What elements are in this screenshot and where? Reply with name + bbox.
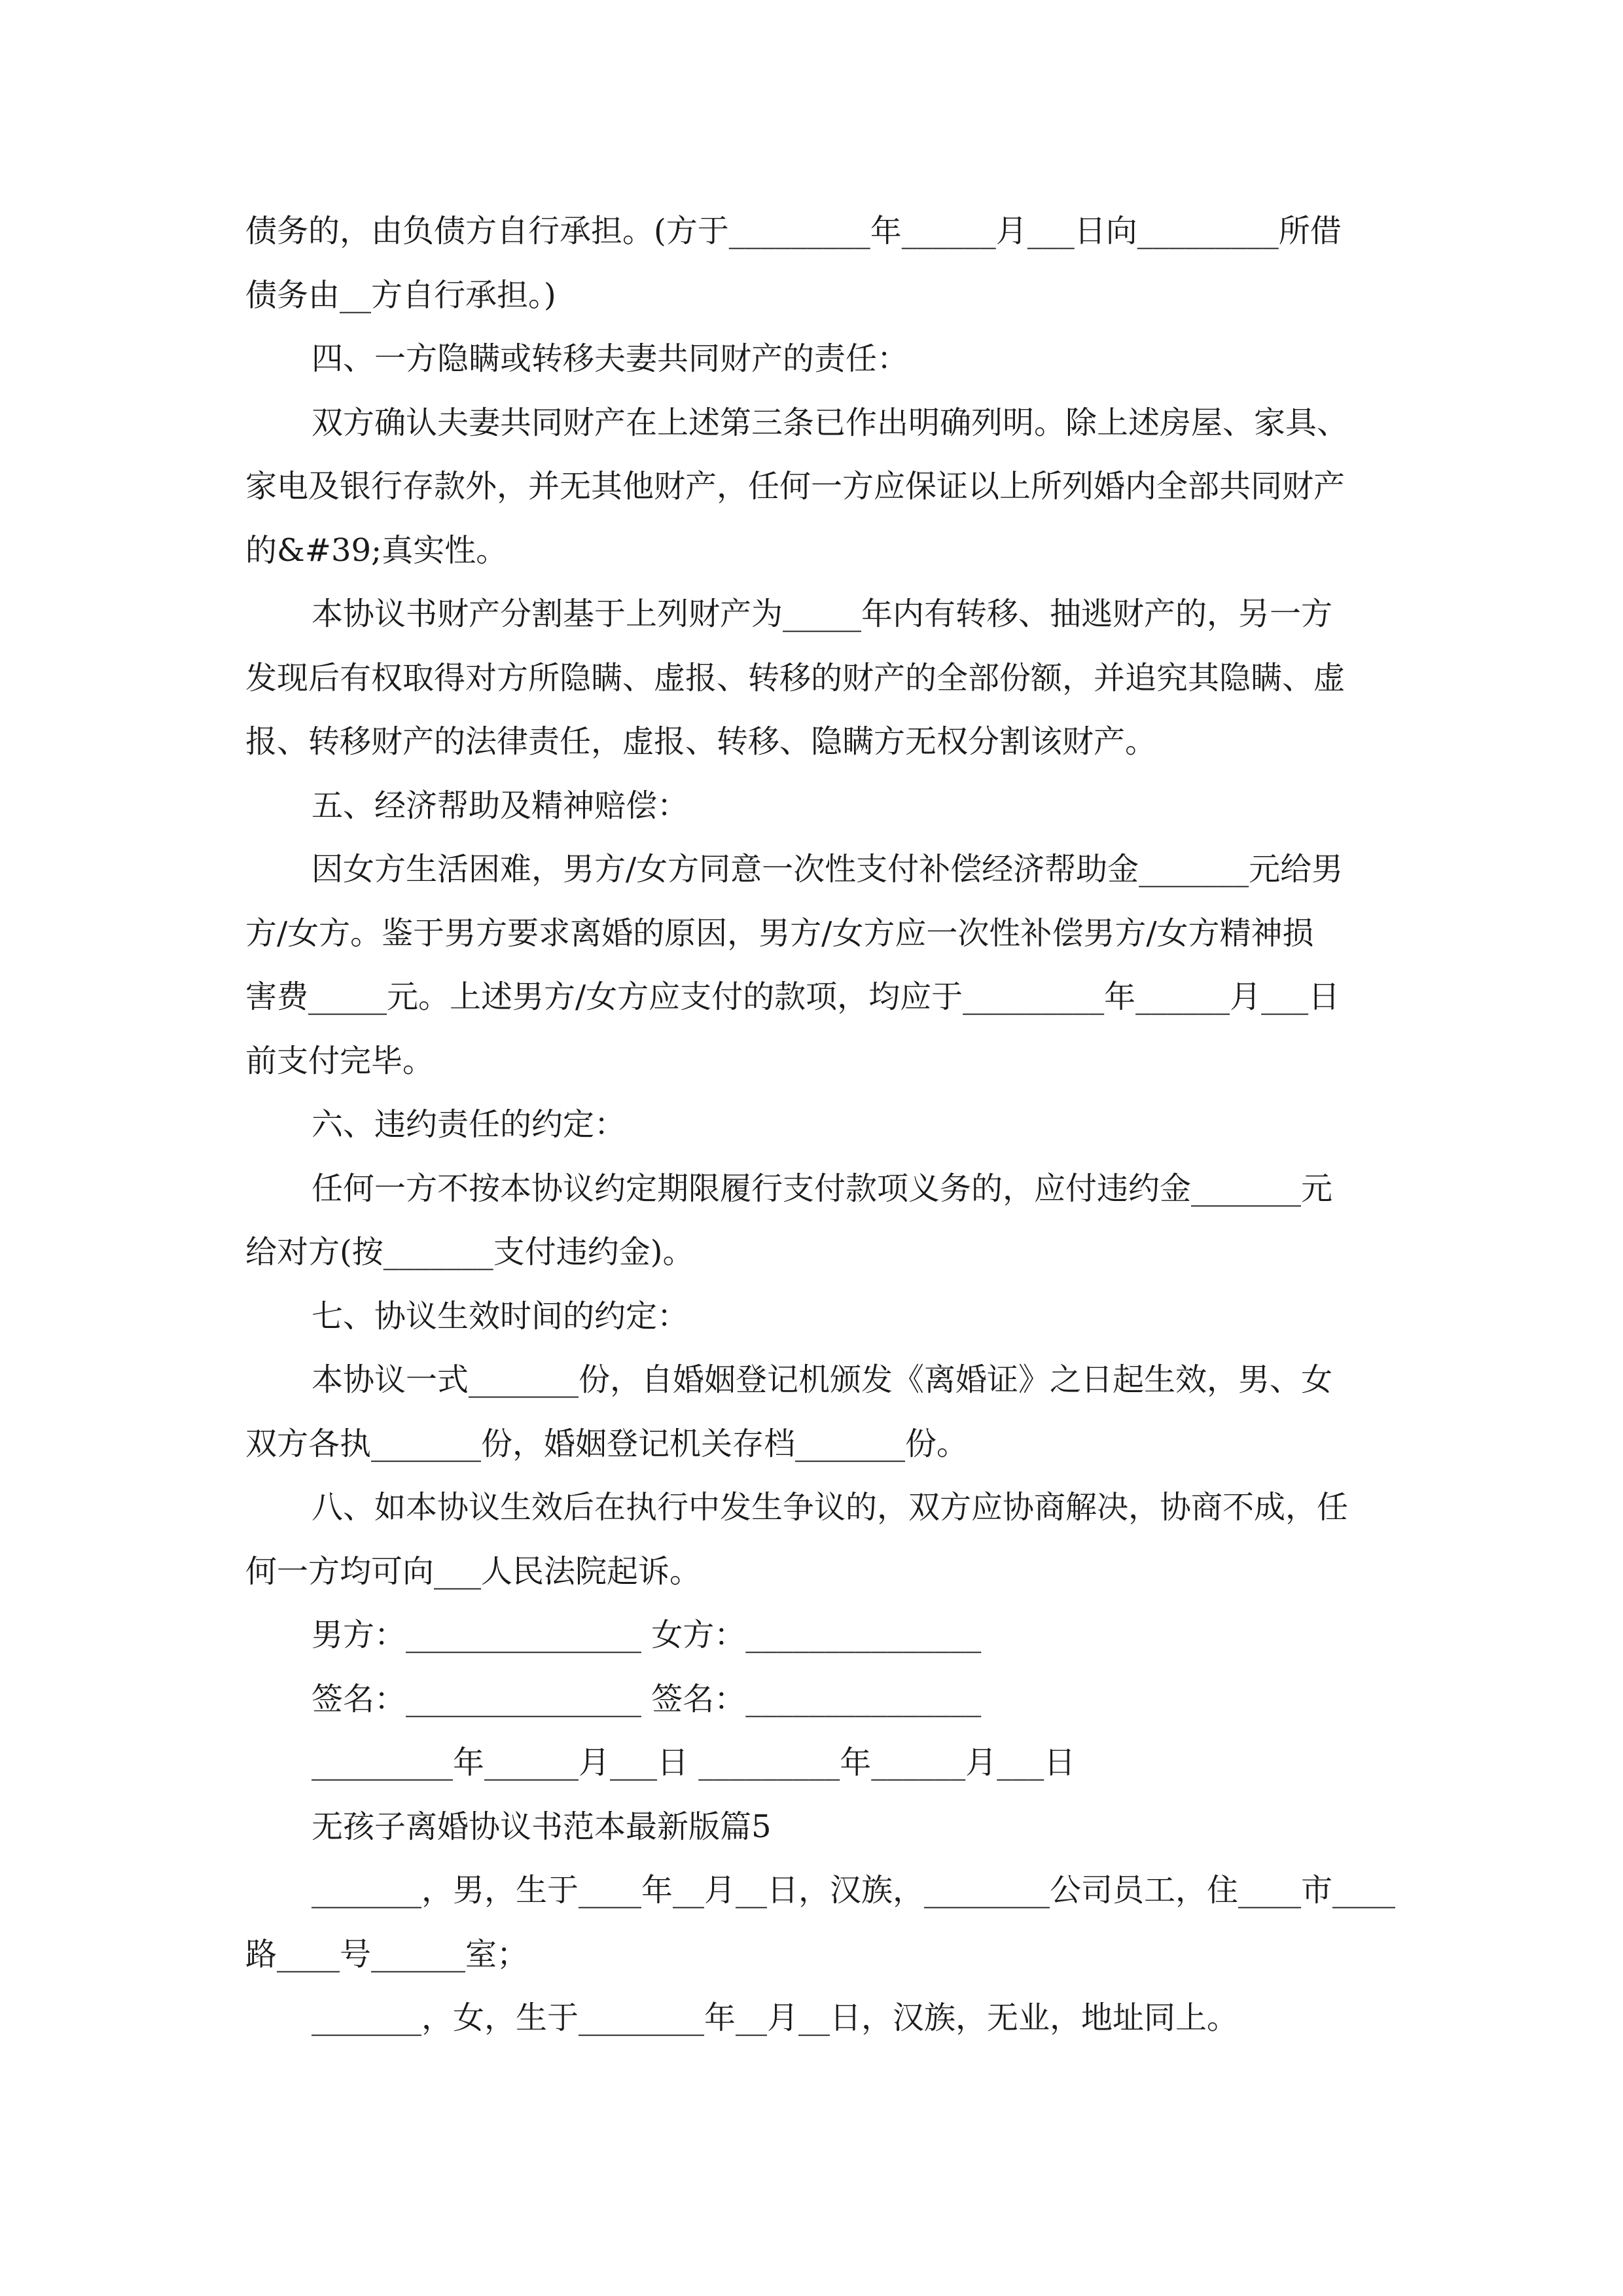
text-line: 路____号______室； — [245, 1935, 529, 1973]
text-line: 债务由__方自行承担。) — [245, 276, 556, 314]
text-line: 双方各执_______份，婚姻登记机关存档_______份。 — [245, 1425, 969, 1462]
text-line: 害费_____元。上述男方/女方应支付的款项，均应于_________年______月___日 — [245, 978, 1340, 1015]
text-line: 家电及银行存款外，并无其他财产，任何一方应保证以上所列婚内全部共同财产 — [245, 468, 1346, 505]
section-heading: 四、一方隐瞒或转移夫妻共同财产的责任： — [312, 340, 909, 377]
section-heading: 七、协议生效时间的约定： — [312, 1297, 689, 1335]
section-heading: 五、经济帮助及精神赔偿： — [312, 787, 689, 824]
text-line: _______，女，生于________年__月__日，汉族，无业，地址同上。 — [312, 2000, 1239, 2036]
text-line: 债务的，由负债方自行承担。(方于_________年______月___日向_________所借 — [245, 213, 1342, 249]
text-line: 发现后有权取得对方所隐瞒、虚报、转移的财产的全部份额，并追究其隐瞒、虚 — [245, 659, 1346, 696]
text-line: 给对方(按_______支付违约金)。 — [245, 1234, 694, 1270]
text-line: 何一方均可向___人民法院起诉。 — [245, 1552, 702, 1590]
text-line: 双方确认夫妻共同财产在上述第三条已作出明确列明。除上述房屋、家具、 — [312, 404, 1349, 441]
section-title: 无孩子离婚协议书范本最新版篇5 — [312, 1808, 772, 1845]
text-line: 本协议书财产分割基于上列财产为_____年内有转移、抽逃财产的，另一方 — [312, 596, 1333, 632]
document-body — [245, 200, 1396, 2051]
section-heading: 八、如本协议生效后在执行中发生争议的，双方应协商解决，协商不成，任 — [312, 1489, 1349, 1526]
text-line: 的&#39;真实性。 — [245, 531, 508, 569]
text-line: 报、转移财产的法律责任，虚报、转移、隐瞒方无权分割该财产。 — [245, 723, 1157, 760]
signature-line-date: _________年______月___日 _________年______月___日 — [312, 1744, 1076, 1781]
text-line: 本协议一式_______份，自婚姻登记机颁发《离婚证》之日起生效，男、女 — [312, 1361, 1333, 1398]
text-line: 任何一方不按本协议约定期限履行支付款项义务的，应付违约金_______元 — [312, 1170, 1333, 1207]
signature-line-party: 男方：_______________ 女方：_______________ — [312, 1617, 982, 1653]
text-line: 方/女方。鉴于男方要求离婚的原因，男方/女方应一次性补偿男方/女方精神损 — [245, 914, 1314, 952]
text-line: _______，男，生于____年__月__日，汉族，________公司员工，住____市____ — [312, 1872, 1396, 1909]
text-line: 前支付完毕。 — [245, 1042, 435, 1079]
signature-line-sign: 签名：_______________ 签名：_______________ — [312, 1680, 982, 1717]
text-line: 因女方生活困难，男方/女方同意一次性支付补偿经济帮助金_______元给男 — [312, 851, 1344, 888]
section-heading: 六、违约责任的约定： — [312, 1106, 626, 1143]
